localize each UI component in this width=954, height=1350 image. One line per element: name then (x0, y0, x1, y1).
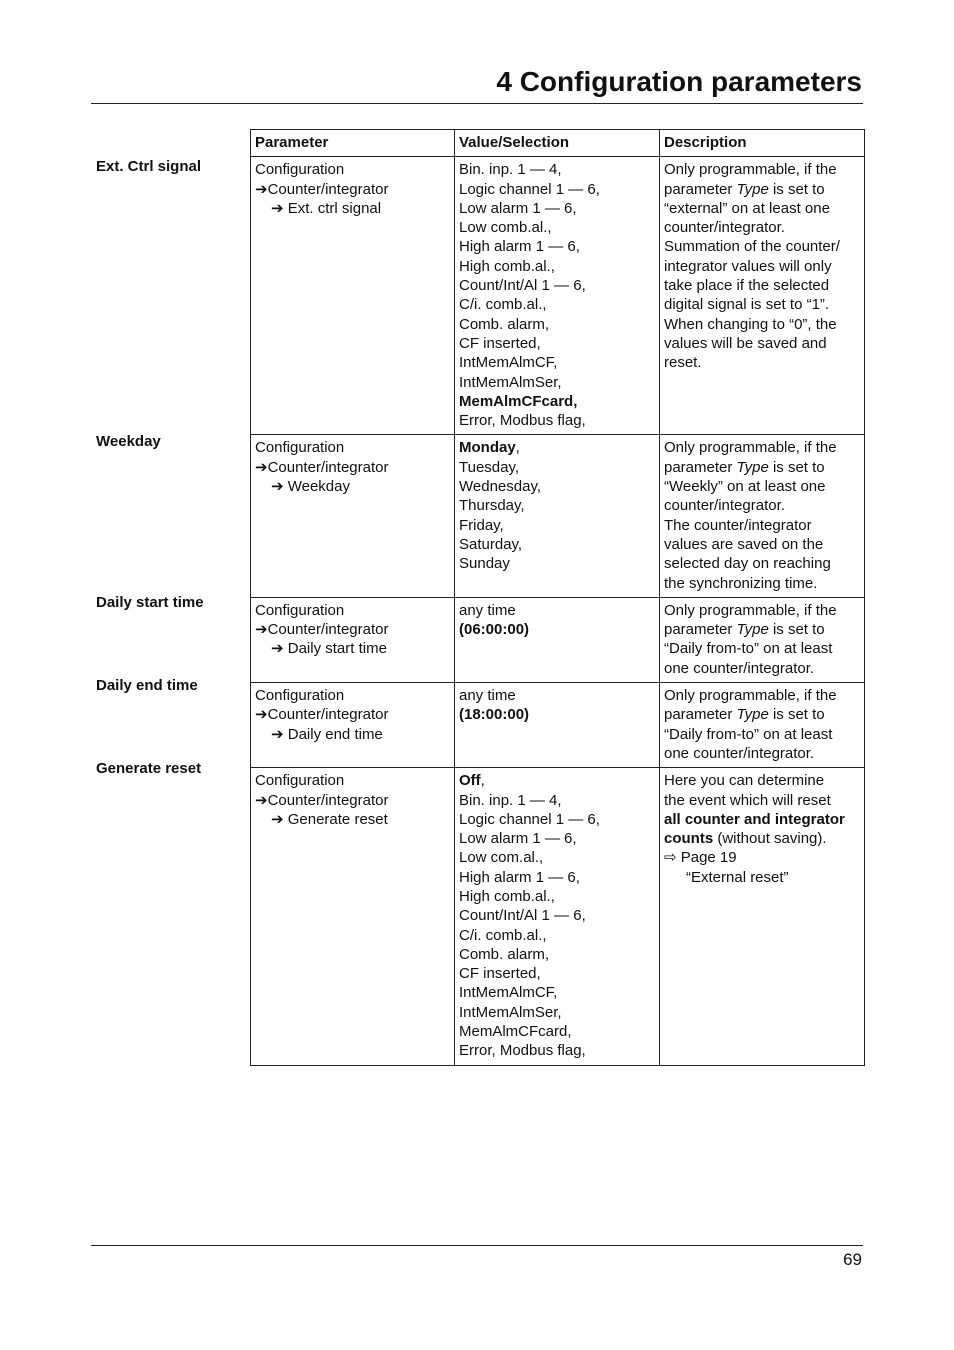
value-option: Logic channel 1 — 6, (459, 180, 600, 198)
path-level-1: Configuration (255, 772, 345, 790)
value-option: High comb.al., (459, 887, 555, 905)
description-text: is set to (768, 621, 825, 639)
description-line: counter/integrator. (664, 219, 785, 237)
value-option-default (459, 438, 655, 457)
value-option: IntMemAlmCF, (459, 354, 558, 372)
description-text: parameter (664, 706, 737, 724)
description-line: values are saved on the (664, 535, 824, 553)
description-line: counter/integrator. (664, 497, 785, 515)
description-line: selected day on reaching (664, 555, 831, 573)
description-text: is set to (768, 458, 825, 476)
description-line: one counter/integrator. (664, 659, 815, 677)
path-level-2: ➔Counter/integrator (255, 621, 389, 639)
parameter-path (251, 768, 455, 1065)
value-option: CF inserted, (459, 334, 541, 352)
row-label-daily-start-time: Daily start time (96, 594, 204, 611)
path-level-1: Configuration (255, 439, 345, 457)
page-number: 69 (843, 1250, 862, 1269)
description-line: Here you can determine (664, 772, 825, 790)
value-option: Thursday, (459, 497, 525, 515)
value-option: MemAlmCFcard, (459, 1023, 572, 1041)
value-option: Comb. alarm, (459, 945, 550, 963)
path-level-3: ➔ Daily end time (271, 725, 383, 743)
value-option: Wednesday, (459, 478, 541, 496)
value-option-default: (18:00:00) (459, 706, 530, 724)
parameter-type-term: Type (736, 621, 769, 639)
description-line: Only programmable, if the (664, 439, 837, 457)
value-selection (455, 435, 660, 597)
description-line: Only programmable, if the (664, 161, 837, 179)
value-option-default (459, 771, 655, 790)
description-line: The counter/integrator (664, 516, 812, 534)
description-line (664, 180, 860, 199)
path-level-3: ➔ Generate reset (271, 810, 388, 828)
parameter-type-term: Type (736, 180, 769, 198)
path-level-1: Configuration (255, 161, 345, 179)
description-line: Only programmable, if the (664, 687, 837, 705)
column-header-parameter: Parameter (251, 130, 455, 157)
value-option: Count/Int/Al 1 — 6, (459, 907, 586, 925)
description-line: digital signal is set to “1”. (664, 296, 830, 314)
separator: , (480, 772, 485, 790)
page-title: 4 Configuration parameters (496, 66, 862, 97)
value-option: Bin. inp. 1 — 4, (459, 791, 562, 809)
value-selection (455, 683, 660, 768)
description-line: When changing to “0”, the (664, 315, 837, 333)
description-text: parameter (664, 458, 737, 476)
value-option: Friday, (459, 516, 504, 534)
description-text: parameter (664, 621, 737, 639)
path-level-3: ➔ Weekday (271, 478, 350, 496)
parameter-path (251, 435, 455, 597)
description-line: integrator values will only (664, 257, 832, 275)
description-line: the event which will reset (664, 791, 831, 809)
value-option: High alarm 1 — 6, (459, 868, 580, 886)
value-option: IntMemAlmSer, (459, 373, 562, 391)
description-line: “Daily from-to” on at least (664, 725, 833, 743)
separator: , (515, 439, 520, 457)
parameter-type-term: Type (736, 706, 769, 724)
value-option: Error, Modbus flag, (459, 1042, 586, 1060)
value-selection (455, 597, 660, 682)
footer-divider (91, 1245, 863, 1246)
description-text: is set to (768, 180, 825, 198)
value-option: Comb. alarm, (459, 315, 550, 333)
parameter-path (251, 157, 455, 435)
value-option: High alarm 1 — 6, (459, 238, 580, 256)
page-reference-title: “External reset” (686, 868, 789, 886)
value-option: any time (459, 687, 516, 705)
row-label-daily-end-time: Daily end time (96, 677, 198, 694)
path-level-2: ➔Counter/integrator (255, 706, 389, 724)
path-level-2: ➔Counter/integrator (255, 458, 389, 476)
value-option: Saturday, (459, 535, 523, 553)
description-line-emphasis: all counter and integrator (664, 810, 845, 828)
table-row (251, 597, 865, 682)
table-row (251, 435, 865, 597)
column-header-description: Description (660, 130, 865, 157)
description-line: “Daily from-to” on at least (664, 640, 833, 658)
description-line: values will be saved and (664, 334, 827, 352)
description-line (664, 458, 860, 477)
description (660, 435, 865, 597)
value-option: any time (459, 601, 516, 619)
row-label-generate-reset: Generate reset (96, 760, 202, 777)
value-selection (455, 768, 660, 1065)
path-level-3: ➔ Ext. ctrl signal (271, 199, 382, 217)
description-line (664, 705, 860, 724)
page-reference-link[interactable]: ⇨ Page 19 (664, 849, 737, 867)
row-label-ext-ctrl-signal: Ext. Ctrl signal (96, 158, 202, 175)
description-line: “external” on at least one (664, 199, 830, 217)
row-label-weekday: Weekday (96, 433, 161, 450)
value-option: Tuesday, (459, 458, 520, 476)
value-option: Error, Modbus flag, (459, 412, 586, 430)
value-option: Logic channel 1 — 6, (459, 810, 600, 828)
description-line: “Weekly” on at least one (664, 478, 826, 496)
description (660, 597, 865, 682)
value-option: Sunday (459, 555, 510, 573)
path-level-1: Configuration (255, 601, 345, 619)
description-line: the synchronizing time. (664, 574, 818, 592)
default-value: Off (459, 772, 481, 790)
description-line (664, 620, 860, 639)
table-row (251, 768, 865, 1065)
value-option: IntMemAlmSer, (459, 1003, 562, 1021)
default-value: Monday (459, 439, 516, 457)
value-selection (455, 157, 660, 435)
value-option: Low alarm 1 — 6, (459, 199, 577, 217)
value-option: Low alarm 1 — 6, (459, 830, 577, 848)
description-line (664, 829, 860, 848)
value-option: Low comb.al., (459, 219, 552, 237)
description (660, 768, 865, 1065)
description-emphasis: counts (664, 830, 714, 848)
description (660, 157, 865, 435)
description-text: is set to (768, 706, 825, 724)
column-header-value-selection: Value/Selection (455, 130, 660, 157)
path-level-3: ➔ Daily start time (271, 640, 387, 658)
table-row (251, 157, 865, 435)
parameter-type-term: Type (736, 458, 769, 476)
value-option-default: MemAlmCFcard, (459, 392, 578, 410)
parameter-path (251, 597, 455, 682)
value-option: C/i. comb.al., (459, 296, 547, 314)
path-level-2: ➔Counter/integrator (255, 791, 389, 809)
description-line: Only programmable, if the (664, 601, 837, 619)
value-option: Count/Int/Al 1 — 6, (459, 277, 586, 295)
description (660, 683, 865, 768)
value-option: CF inserted, (459, 965, 541, 983)
path-level-1: Configuration (255, 687, 345, 705)
description-line: one counter/integrator. (664, 744, 815, 762)
parameter-path (251, 683, 455, 768)
value-option-default: (06:00:00) (459, 621, 530, 639)
description-line: reset. (664, 354, 702, 372)
value-option: Low com.al., (459, 849, 544, 867)
table-row (251, 683, 865, 768)
table-header-row (251, 130, 865, 157)
value-option: C/i. comb.al., (459, 926, 547, 944)
value-option: IntMemAlmCF, (459, 984, 558, 1002)
path-level-2: ➔Counter/integrator (255, 180, 389, 198)
description-line: take place if the selected (664, 277, 830, 295)
value-option: High comb.al., (459, 257, 555, 275)
description-text: (without saving). (713, 830, 827, 848)
value-option: Bin. inp. 1 — 4, (459, 161, 562, 179)
description-text: parameter (664, 180, 737, 198)
description-line: Summation of the counter/ (664, 238, 840, 256)
header-divider (91, 103, 863, 104)
parameters-table (250, 129, 865, 1066)
